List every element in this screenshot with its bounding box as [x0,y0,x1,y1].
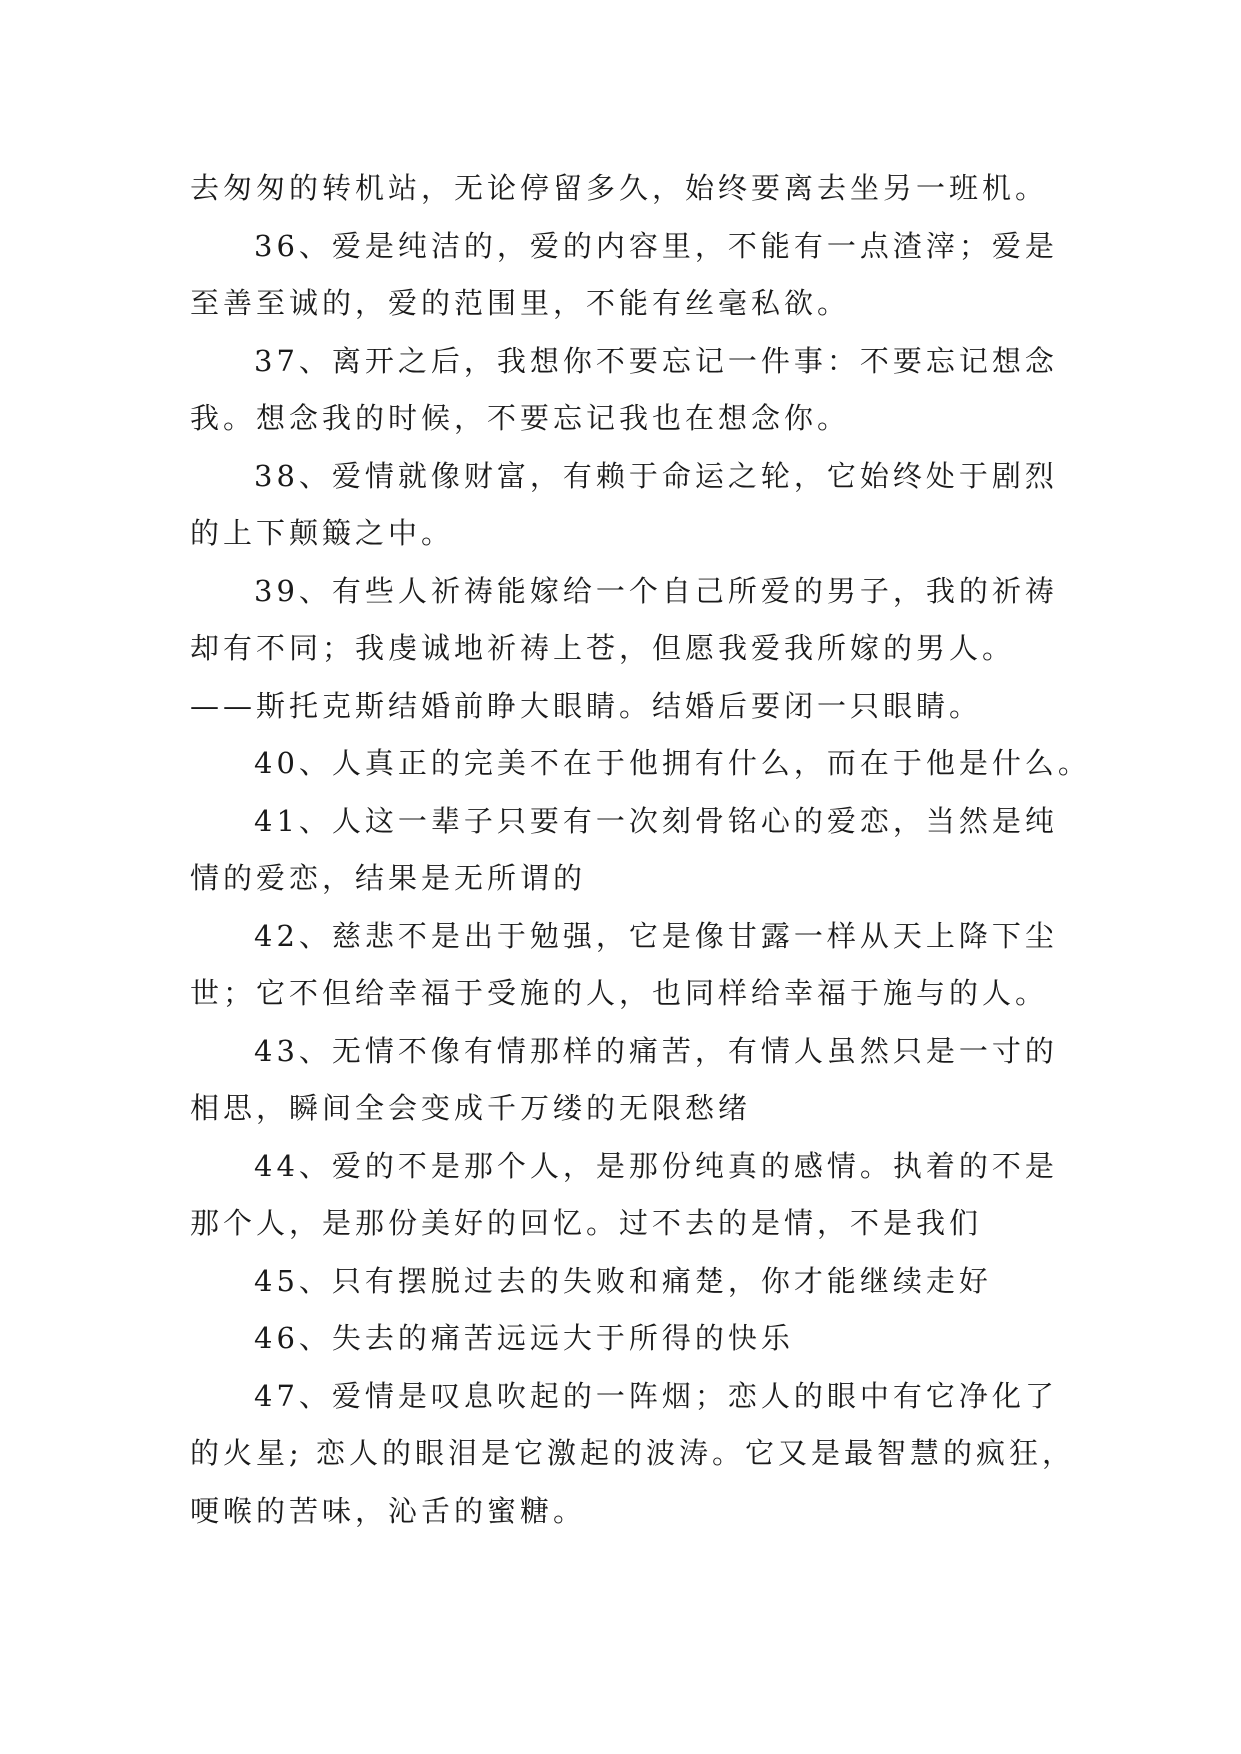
text-line: 47、爱情是叹息吹起的一阵烟；恋人的眼中有它净化了 [254,1378,1058,1413]
text-line: 那个人，是那份美好的回忆。过不去的是情，不是我们 [190,1206,983,1240]
text-line: 45、只有摆脱过去的失败和痛楚，你才能继续走好 [254,1263,992,1298]
text-line: 39、有些人祈祷能嫁给一个自己所爱的男子，我的祈祷 [254,573,1058,608]
text-line: 我。想念我的时候，不要忘记我也在想念你。 [190,401,851,435]
text-line: 情的爱恋，结果是无所谓的 [190,861,587,895]
document-body [190,160,1091,1540]
text-line: 的火星; 恋人的眼泪是它激起的波涛。它又是最智慧的疯狂， [190,1436,1075,1470]
text-line: 40、人真正的完美不在于他拥有什么，而在于他是什么。 [254,746,1091,780]
text-line: 世；它不但给幸福于受施的人，也同样给幸福于施与的人。 [190,976,1049,1010]
text-line: 相思，瞬间全会变成千万缕的无限愁绪 [190,1091,752,1125]
text-line: 43、无情不像有情那样的痛苦，有情人虽然只是一寸的 [254,1033,1058,1068]
text-line: 去匆匆的转机站，无论停留多久，始终要离去坐另一班机。 [190,171,1049,205]
text-line: 38、爱情就像财富，有赖于命运之轮，它始终处于剧烈 [254,458,1058,493]
text-line: 44、爱的不是那个人，是那份纯真的感情。执着的不是 [254,1148,1058,1183]
text-line: 36、爱是纯洁的，爱的内容里，不能有一点渣滓；爱是 [254,228,1058,263]
text-line: ——斯托克斯结婚前睁大眼睛。结婚后要闭一只眼睛。 [190,688,983,723]
text-line: 46、失去的痛苦远远大于所得的快乐 [254,1321,794,1355]
text-line: 42、慈悲不是出于勉强，它是像甘露一样从天上降下尘 [254,918,1058,953]
text-line: 哽喉的苦味，沁舌的蜜糖。 [190,1493,587,1528]
text-line: 的上下颠簸之中。 [190,516,455,550]
text-line: 41、人这一辈子只要有一次刻骨铭心的爱恋，当然是纯 [254,803,1058,838]
text-line: 却有不同；我虔诚地祈祷上苍，但愿我爱我所嫁的男人。 [190,631,1016,665]
text-line: 至善至诚的，爱的范围里，不能有丝毫私欲。 [190,286,851,320]
text-line: 37、离开之后，我想你不要忘记一件事：不要忘记想念 [254,343,1058,378]
